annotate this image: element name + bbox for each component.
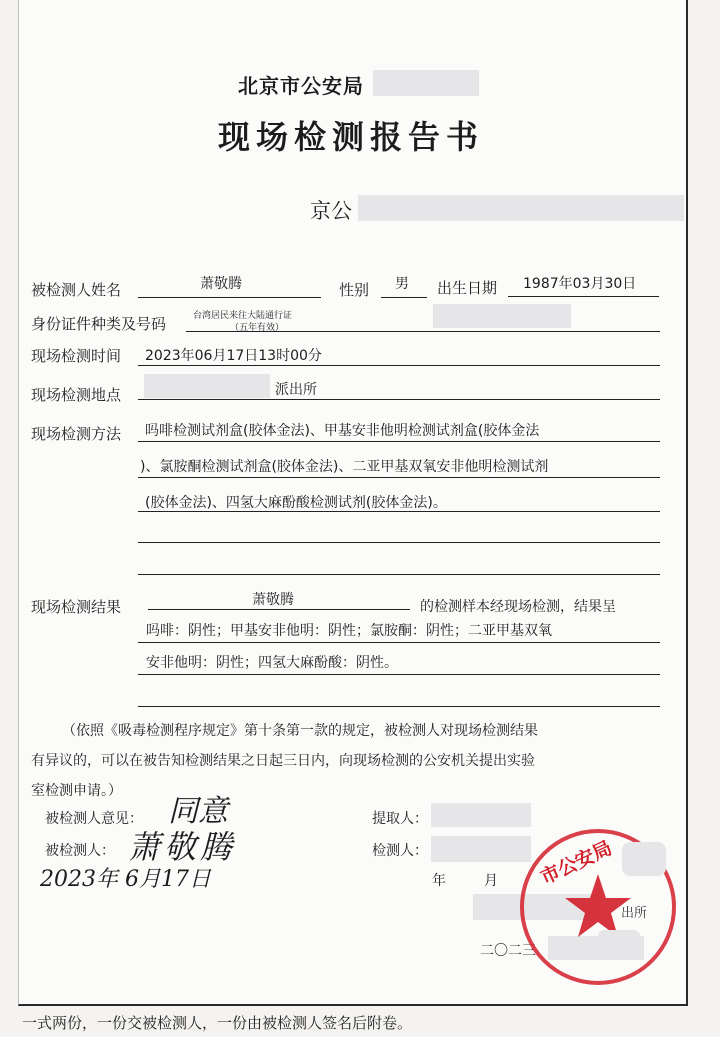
opinion-label: 被检测人意见： (45, 811, 143, 827)
seal-text: 市公安局 (537, 836, 616, 890)
time-underline (138, 365, 660, 366)
id-label: 身份证件种类及号码 (31, 315, 167, 333)
result-line-2: 安非他明：阴性；四氢大麻酚酸：阴性。 (146, 655, 398, 671)
place-underline (138, 399, 660, 400)
result-label: 现场检测结果 (31, 598, 122, 616)
redacted-doc-number (358, 195, 684, 221)
method-underline-3 (138, 511, 660, 512)
id-type-line2: （五年有效） (230, 323, 285, 333)
inspector-label: 检测人： (372, 843, 428, 859)
seal-subtext: 出所 (621, 906, 648, 921)
method-underline-2 (138, 477, 660, 478)
method-underline-1 (138, 441, 660, 442)
agency-name: 北京市公安局 (238, 74, 364, 98)
id-type-line1: 台湾居民来往大陆通行证 (193, 311, 293, 321)
date-month-label: 月 (484, 873, 498, 889)
redacted-seal-right (622, 842, 666, 876)
subject-dob: 1987年03月30日 (523, 276, 637, 292)
gender-underline (381, 297, 427, 298)
method-line-3: (胶体金法)、四氢大麻酚酸检测试剂(胶体金法)。 (145, 495, 447, 511)
subject-gender: 男 (395, 276, 409, 292)
name-underline (138, 297, 321, 298)
place-suffix: 派出所 (275, 382, 317, 398)
id-underline (186, 331, 660, 332)
subject-name: 萧敬腾 (200, 276, 242, 292)
result-subject-name: 萧敬腾 (252, 592, 294, 608)
method-underline-5 (138, 574, 660, 575)
official-date: 二〇二三 (480, 943, 536, 959)
footer-note: 一式两份，一份交被检测人，一份由被检测人签名后附卷。 (22, 1014, 413, 1032)
redacted-place (144, 374, 270, 398)
extractor-label: 提取人： (372, 811, 428, 827)
result-underline-1 (138, 642, 660, 643)
result-intro: 的检测样本经现场检测，结果呈 (420, 599, 616, 615)
redacted-seal-bottom (598, 930, 640, 958)
date-year-label: 年 (432, 873, 446, 889)
subject-sign-date: 2023年 6月17日 (40, 867, 211, 892)
result-line-1: 吗啡：阴性；甲基安非他明：阴性；氯胺酮：阴性；二亚甲基双氧 (146, 623, 552, 639)
method-label: 现场检测方法 (31, 425, 122, 443)
notice-line-2: 有异议的，可以在被告知检测结果之日起三日内，向现场检测的公安机关提出实验 (31, 753, 535, 769)
dob-label: 出生日期 (437, 279, 498, 297)
time-label: 现场检测时间 (31, 347, 122, 365)
dob-underline (508, 296, 659, 297)
redacted-agency-branch (373, 70, 479, 96)
result-underline-2 (138, 674, 660, 675)
subject-signature: 萧敬腾 (128, 828, 237, 866)
doc-number-prefix: 京公 (310, 199, 352, 223)
result-underline-3 (138, 706, 660, 707)
notice-line-3: 室检测申请。） (31, 783, 122, 799)
place-label: 现场检测地点 (31, 386, 122, 404)
result-name-underline (148, 609, 410, 610)
opinion-handwriting: 同意 (168, 794, 228, 829)
page-title: 现场检测报告书 (218, 118, 485, 156)
detection-time: 2023年06月17日13时00分 (145, 348, 322, 364)
redacted-id-number (433, 304, 571, 328)
gender-label: 性别 (339, 281, 370, 299)
method-underline-4 (138, 542, 660, 543)
method-line-1: 吗啡检测试剂盒(胶体金法)、甲基安非他明检测试剂盒(胶体金法 (145, 423, 540, 439)
subject-signature-label: 被检测人： (45, 843, 115, 859)
method-line-2: )、氯胺酮检测试剂盒(胶体金法)、二亚甲基双氧安非他明检测试剂 (140, 459, 549, 475)
notice-line-1: （依照《吸毒检测程序规定》第十条第一款的规定，被检测人对现场检测结果 (62, 723, 538, 739)
name-label: 被检测人姓名 (31, 281, 122, 299)
